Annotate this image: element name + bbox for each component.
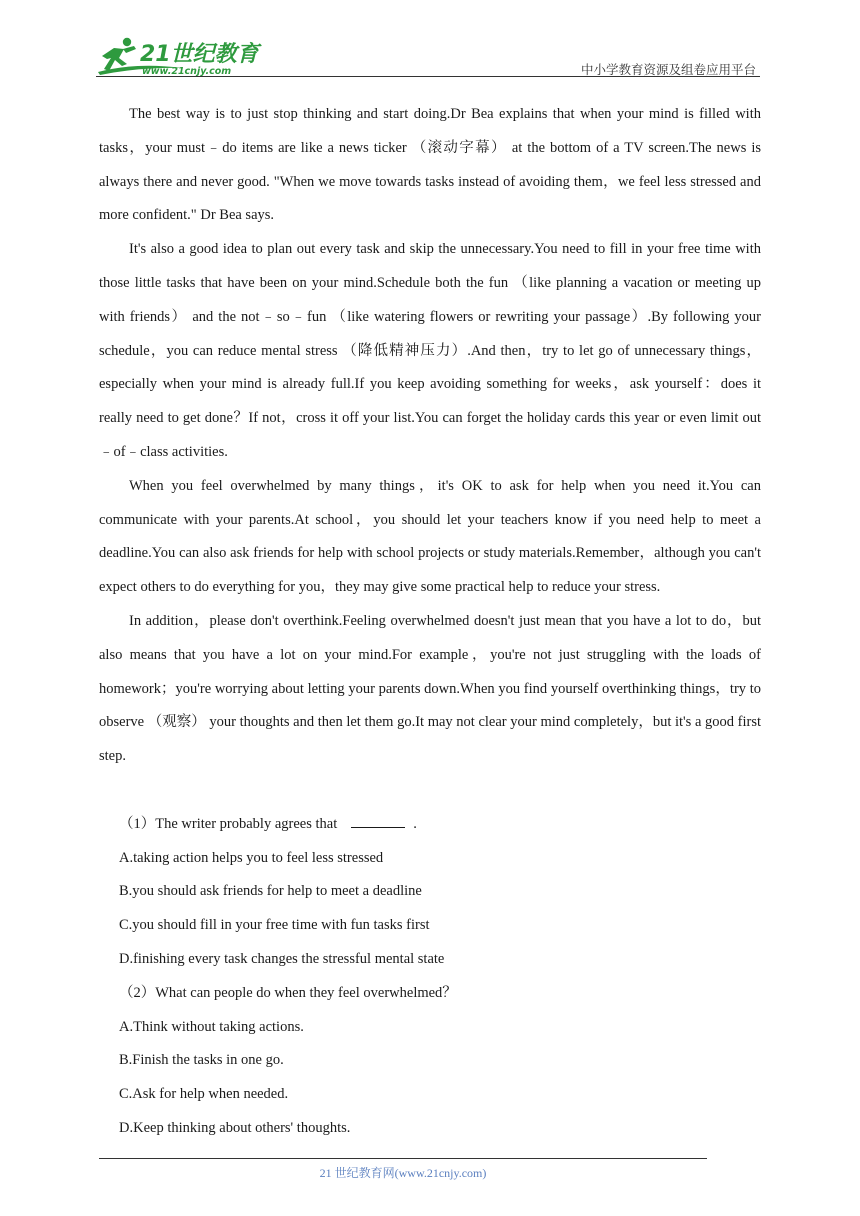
answer-blank[interactable] bbox=[351, 813, 405, 828]
option-b[interactable]: B.Finish the tasks in one go. bbox=[119, 1052, 284, 1069]
paragraph-3: When you feel overwhelmed by many things，it's OK to ask for help when you need it.You can communicate with your parents.At school，you should let your teachers know if you need help to meet a deadline.You can also ask friends for help with school projects or study materials.Remember，although you can't expect others to do everything for you，they may give some practical help to reduce your stress. bbox=[99, 477, 761, 596]
paragraph-2: It's also a good idea to plan out every task and skip the unnecessary.You need to fill in your free time with those little tasks that have been on your mind.Schedule both the fun （like planning a vacation or meeting up with friends） and the not﹣so﹣fun （like watering flowers or rewriting your passage）.By following your schedule，you can reduce mental stress （降低精神压力）.And then，try to let go of unnecessary things，especially when your mind is already full.If you keep avoiding something for weeks，ask yourself：does it really need to get done？If not，cross it off your list.You can forget the holiday cards this year or even limit out﹣of﹣class activities. bbox=[99, 241, 761, 460]
article-body bbox=[99, 98, 761, 1146]
header-divider bbox=[96, 76, 760, 77]
option-a[interactable]: A.taking action helps you to feel less stressed bbox=[119, 849, 384, 866]
option-b[interactable]: B.you should ask friends for help to meet a deadline bbox=[119, 883, 422, 900]
paragraph-1: The best way is to just stop thinking and start doing.Dr Bea explains that when your mind is filled with tasks，your must﹣do items are like a news ticker （滚动字幕） at the bottom of a TV screen.The news is always there and never good. "When we move towards tasks instead of avoiding them，we feel less stressed and more confident." Dr Bea says. bbox=[99, 106, 761, 224]
question-2 bbox=[99, 977, 761, 1146]
question-1-stem: （1）The writer probably agrees that bbox=[119, 815, 338, 832]
question-stem: （2）What can people do when they feel overwhelmed？ bbox=[119, 984, 457, 1001]
logo-url: www.21cnjy.com bbox=[142, 66, 232, 76]
page-header bbox=[96, 30, 760, 78]
option-d[interactable]: D.finishing every task changes the stressful mental state bbox=[119, 950, 445, 967]
question-stem bbox=[99, 808, 761, 842]
option-d[interactable]: D.Keep thinking about others' thoughts. bbox=[119, 1119, 351, 1136]
platform-name: 中小学教育资源及组卷应用平台 bbox=[580, 62, 756, 77]
question-1-stem-end: . bbox=[413, 815, 417, 832]
footer-link[interactable]: 21 世纪教育网(www.21cnjy.com) bbox=[319, 1166, 487, 1180]
footer-divider bbox=[99, 1158, 707, 1159]
option-a[interactable]: A.Think without taking actions. bbox=[119, 1018, 304, 1035]
spacer bbox=[99, 774, 761, 808]
site-logo bbox=[96, 34, 266, 76]
option-c[interactable]: C.Ask for help when needed. bbox=[119, 1086, 289, 1103]
option-c[interactable]: C.you should fill in your free time with fun tasks first bbox=[119, 917, 430, 934]
logo-title: 21世纪教育 bbox=[140, 42, 259, 67]
paragraph-4: In addition，please don't overthink.Feeling overwhelmed doesn't just mean that you have a lot to do，but also means that you have a lot on your mind.For example，you're not just struggling with the loads of homework；you're worrying about letting your parents down.When you find yourself overthinking things，try to observe （观察） your thoughts and then let them go.It may not clear your mind completely，but it's a good first step. bbox=[99, 612, 761, 765]
question-1 bbox=[99, 808, 761, 977]
